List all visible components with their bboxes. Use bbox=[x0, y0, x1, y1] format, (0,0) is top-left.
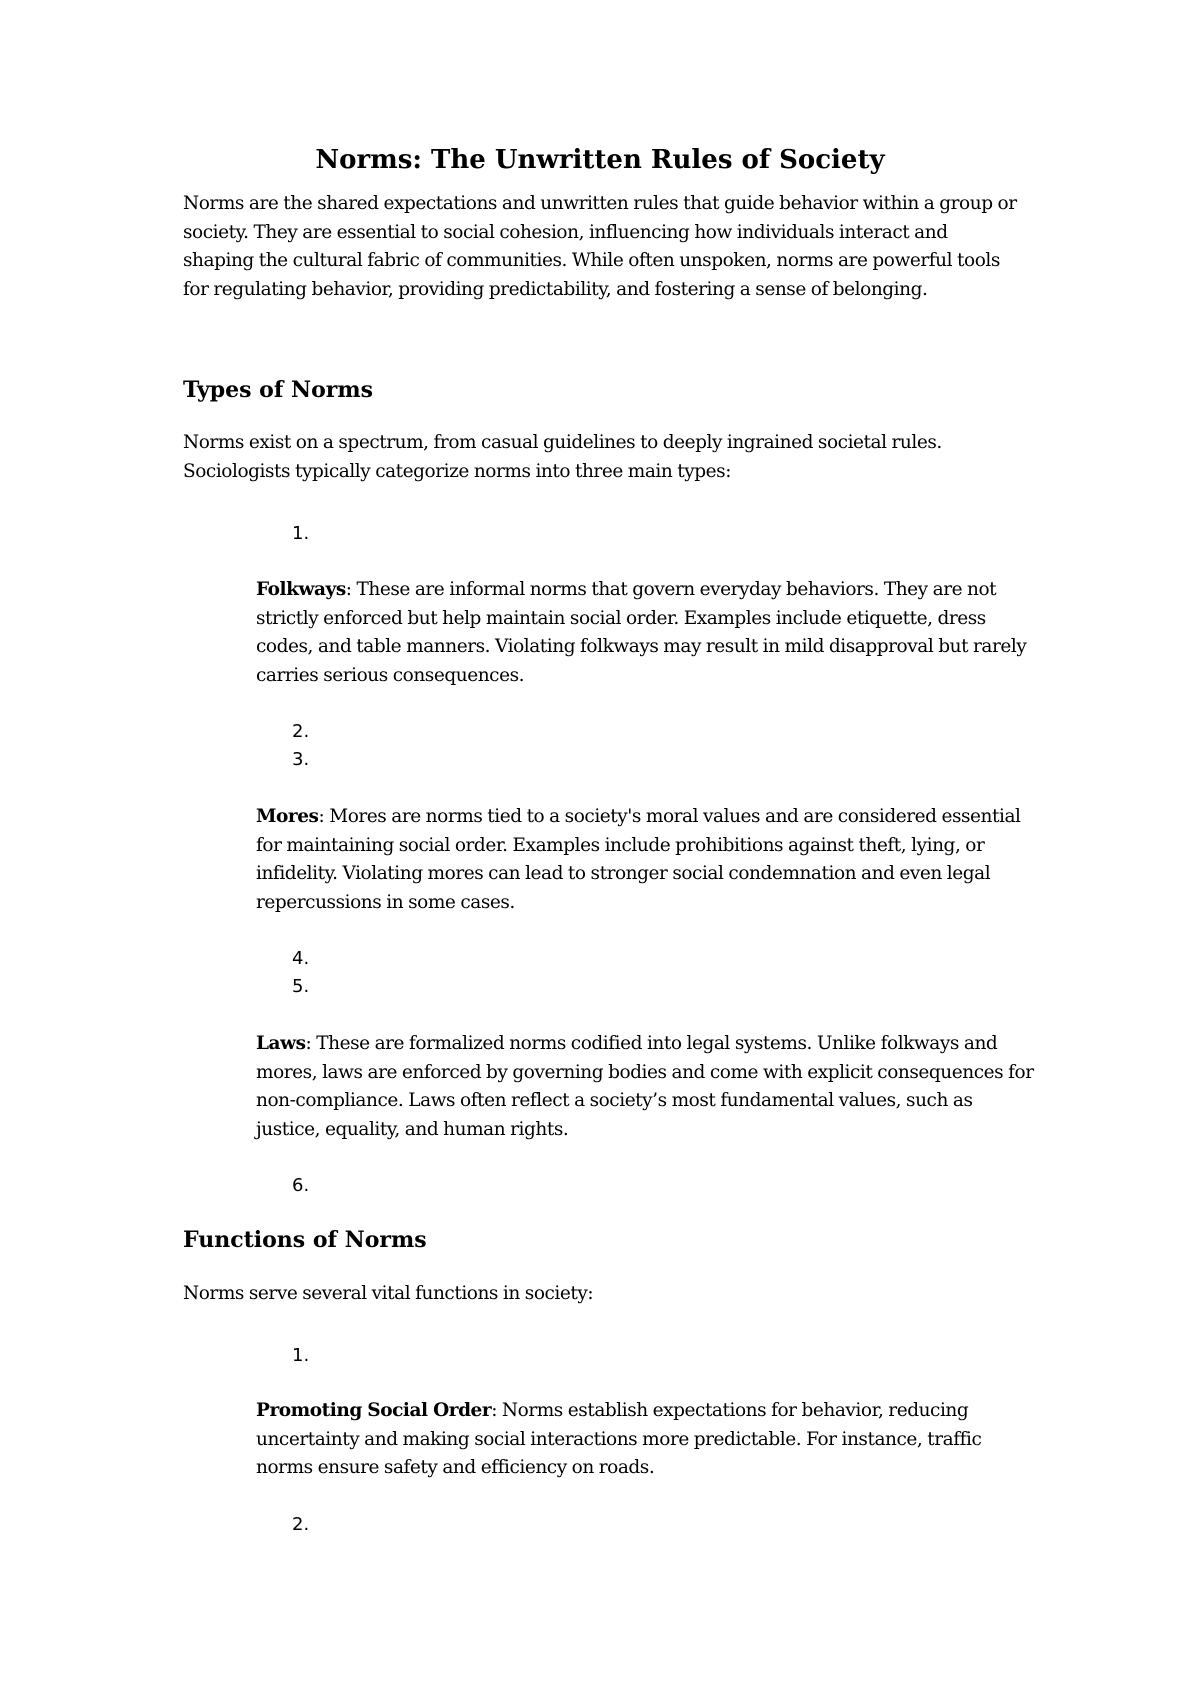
intro-paragraph: Norms are the shared expectations and unwritten rules that guide behavior within a group or society. They are essential to social cohesion, influencing how individuals interact and shaping the cultural fabric of communities. While often unspoken, norms are powerful tools for regulating behavior, providing predictability, and fostering a sense of belonging. bbox=[183, 193, 1017, 300]
list-item-term: Mores bbox=[256, 806, 319, 827]
list-item-term: Promoting Social Order bbox=[256, 1400, 492, 1421]
document-title: Norms: The Unwritten Rules of Society bbox=[315, 145, 885, 175]
list-number: 4. bbox=[292, 948, 310, 969]
list-item-folkways bbox=[256, 576, 1036, 690]
functions-heading: Functions of Norms bbox=[183, 1227, 427, 1253]
list-number: 3. bbox=[292, 749, 310, 770]
list-item-laws bbox=[256, 1030, 1036, 1144]
list-item-promoting-social-order bbox=[256, 1397, 1036, 1483]
types-heading: Types of Norms bbox=[183, 377, 373, 403]
list-number: 2. bbox=[292, 1514, 310, 1535]
list-number: 1. bbox=[292, 523, 310, 544]
list-item-text: : Mores are norms tied to a society's moral values and are considered essential for maintaining social order. Examples include prohibitions against theft, lying, or infidelity. Violating mores can lead to stronger social condemnation and even legal repercussions in some cases. bbox=[256, 806, 1021, 913]
list-number: 1. bbox=[292, 1345, 310, 1366]
types-intro-paragraph: Norms exist on a spectrum, from casual guidelines to deeply ingrained societal rules. Sociologists typically categorize norms into three main types: bbox=[183, 432, 942, 482]
list-item-text: : These are formalized norms codified into legal systems. Unlike folkways and mores, laws are enforced by governing bodies and come with explicit consequences for non-compliance. Laws often reflect a society’s most fundamental values, such as justice, equality, and human rights. bbox=[256, 1033, 1034, 1140]
list-item-mores bbox=[256, 803, 1036, 917]
list-number: 5. bbox=[292, 976, 310, 997]
functions-intro-paragraph: Norms serve several vital functions in society: bbox=[183, 1283, 594, 1304]
list-number: 2. bbox=[292, 721, 310, 742]
list-item-text: : Norms establish expectations for behavior, reducing uncertainty and making social interactions more predictable. For instance, traffic norms ensure safety and efficiency on roads. bbox=[256, 1400, 982, 1478]
list-number: 6. bbox=[292, 1175, 310, 1196]
list-item-term: Laws bbox=[256, 1033, 306, 1054]
list-item-term: Folkways bbox=[256, 579, 346, 600]
list-item-text: : These are informal norms that govern everyday behaviors. They are not strictly enforced but help maintain social order. Examples include etiquette, dress codes, and table manners. Violating folkways may result in mild disapproval but rarely carries serious consequences. bbox=[256, 579, 1027, 686]
